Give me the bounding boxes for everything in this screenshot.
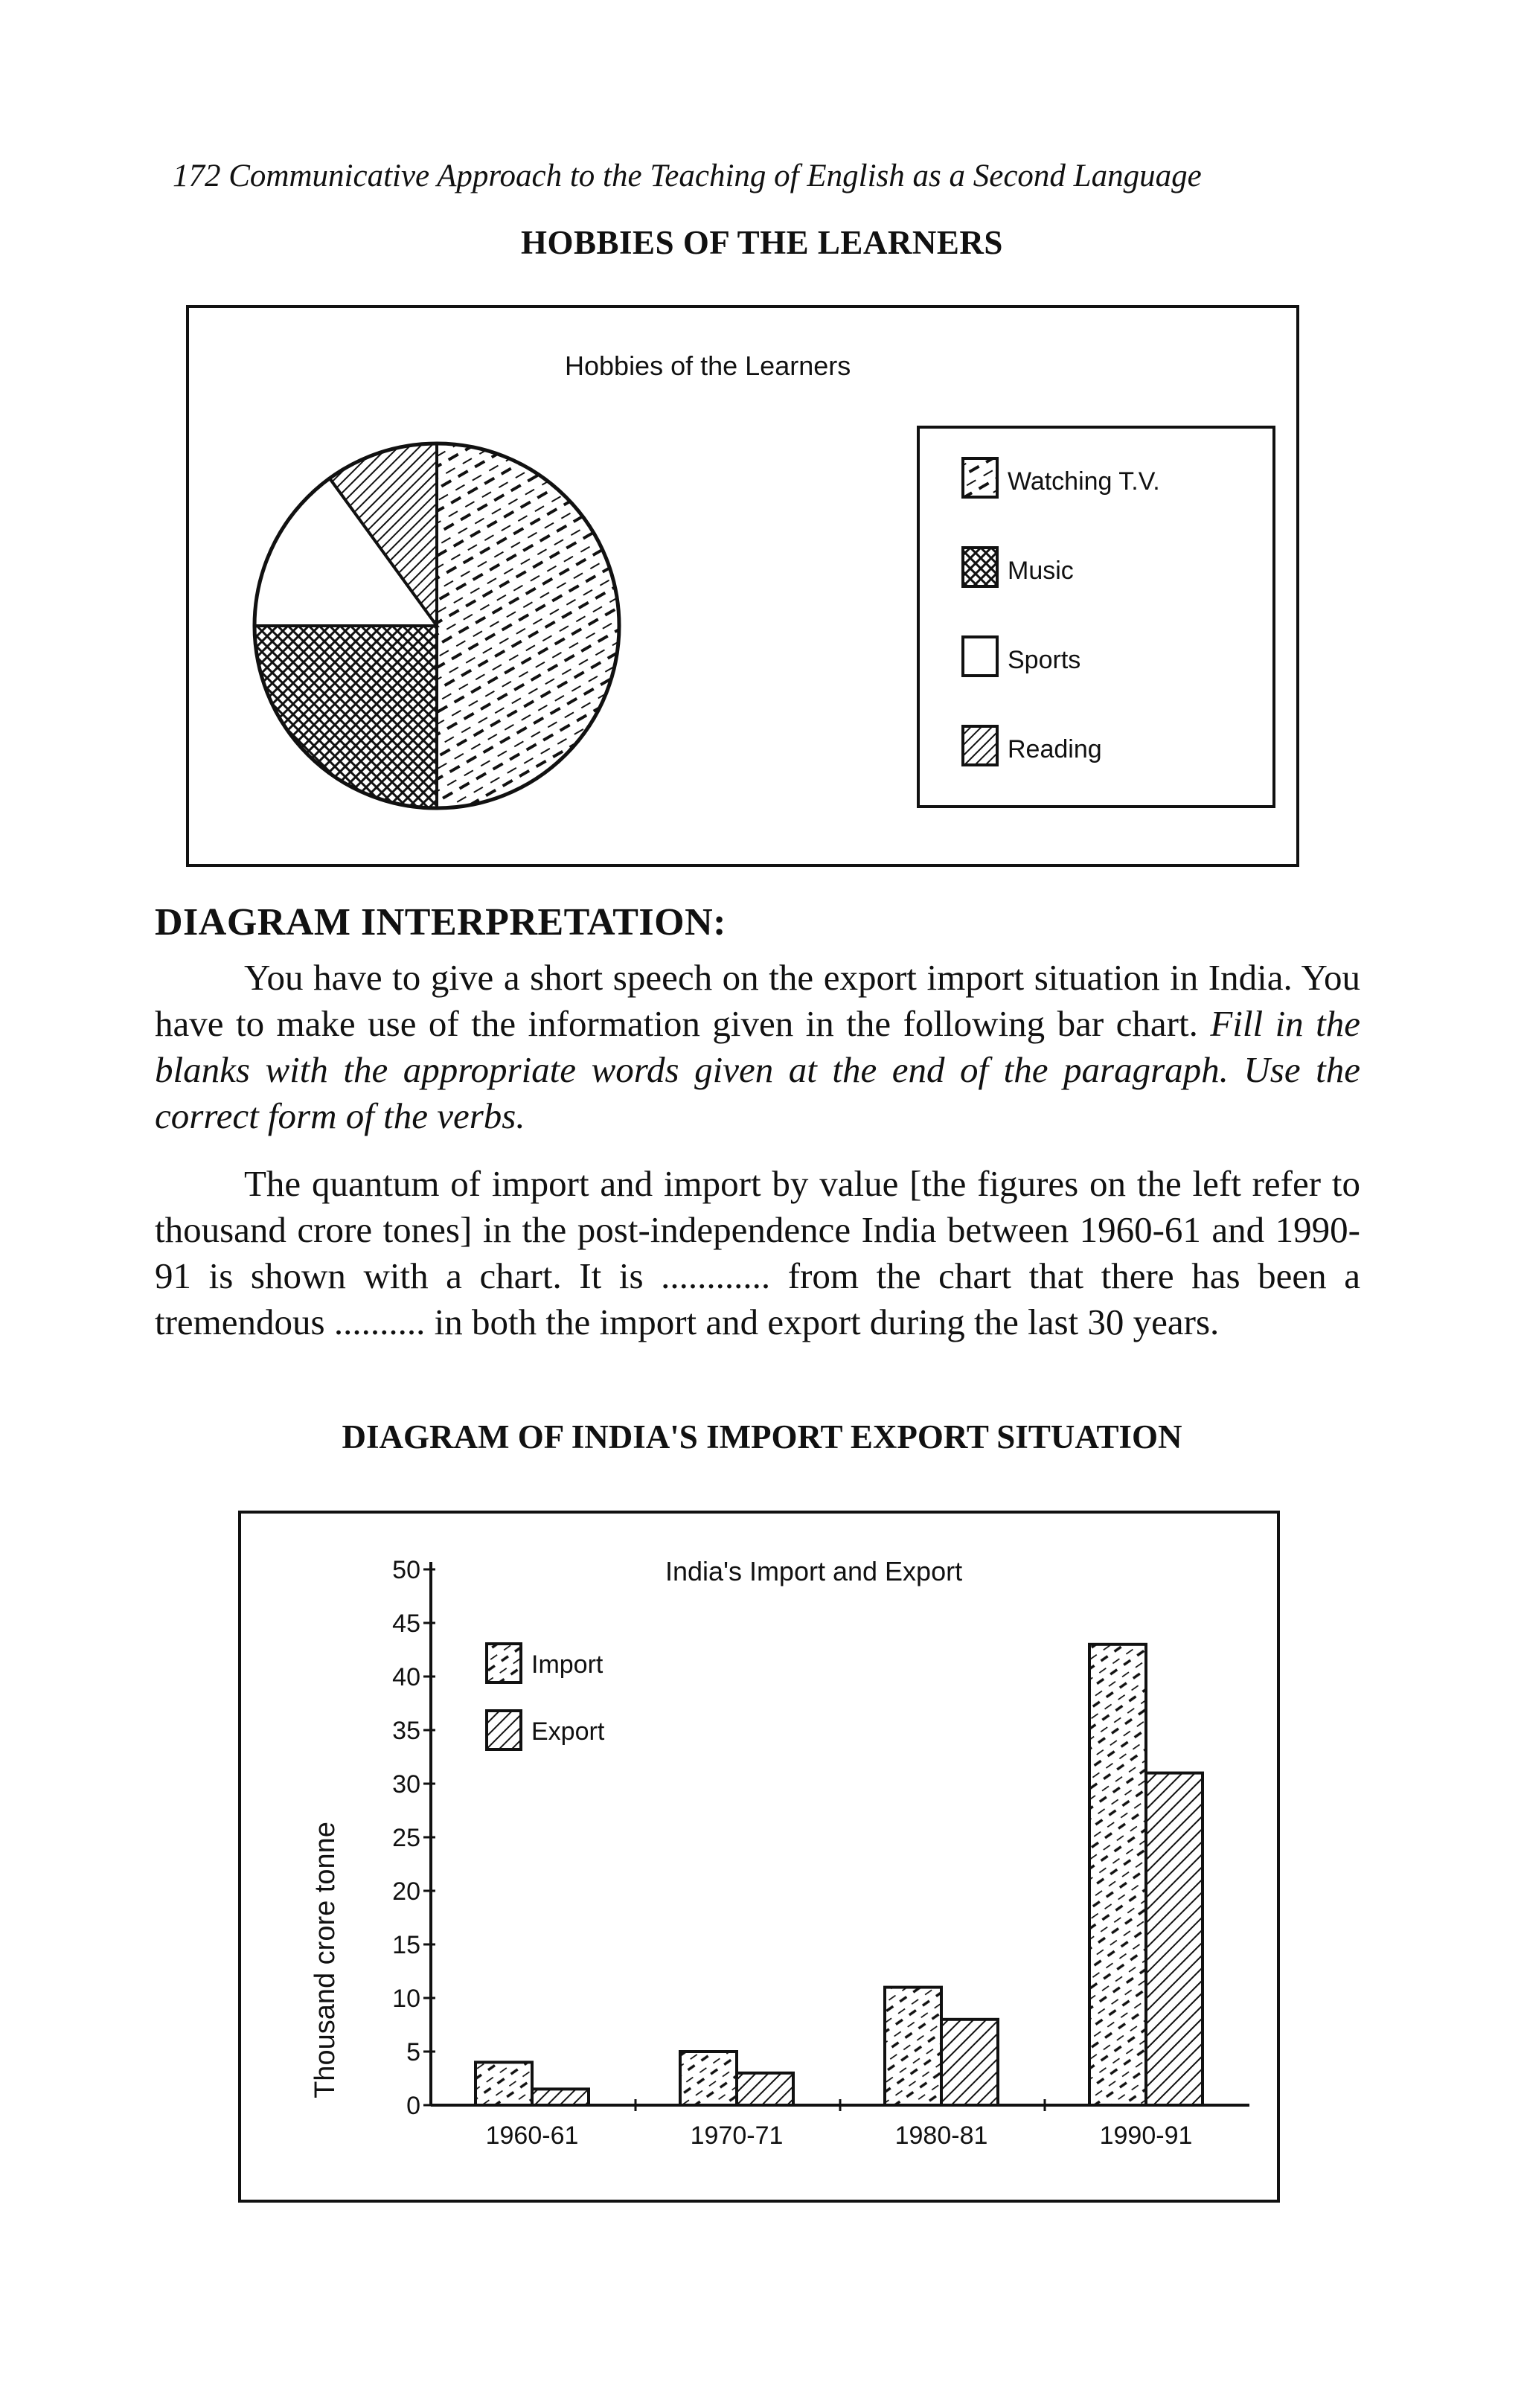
instruction-text: You have to give a short speech on the export import situation in India. You have to make use of the information given in the following bar chart. — [155, 957, 1360, 1044]
x-tick-label: 1990-91 — [1099, 2122, 1193, 2150]
exercise-text-2: from the chart that there has been a tremendous — [155, 1255, 1360, 1342]
legend-swatch-export — [487, 1711, 521, 1749]
legend-swatch — [963, 726, 997, 765]
running-head: 172 Communicative Approach to the Teaching of English as a Second Language — [173, 158, 1202, 193]
bar-export-1960-61 — [532, 2089, 589, 2105]
y-tick-label: 50 — [392, 1556, 420, 1584]
section-title: HOBBIES OF THE LEARNERS — [521, 224, 1003, 261]
bar-export-1970-71 — [737, 2073, 793, 2105]
instruction-paragraph — [155, 955, 1360, 1139]
y-tick-label: 10 — [392, 1985, 420, 2013]
bar-import-1990-91 — [1089, 1645, 1146, 2105]
bar-export-1980-81 — [941, 2020, 998, 2105]
y-tick-label: 25 — [392, 1824, 420, 1852]
x-tick-label: 1970-71 — [690, 2122, 784, 2150]
legend-label: Music — [1008, 557, 1074, 585]
bar-chart-figure — [238, 1511, 1280, 2203]
y-tick-label: 30 — [392, 1770, 420, 1799]
bar-chart-svg — [241, 1514, 1277, 2200]
legend-item-reading — [963, 726, 1102, 765]
legend-label: Sports — [1008, 646, 1081, 674]
bar-series — [476, 1645, 1203, 2105]
legend-label: Reading — [1008, 735, 1102, 763]
bar-export-1990-91 — [1146, 1773, 1203, 2105]
bar-legend — [487, 1644, 605, 1749]
instruction-italic-text: Fill in the blanks with the appropriate words given at the end of the paragraph. Use the correct form of the verbs. — [155, 1003, 1361, 1136]
legend-item-music — [963, 548, 1074, 586]
legend-label-export: Export — [531, 1717, 605, 1746]
y-tick-label: 35 — [392, 1717, 420, 1745]
legend-swatch — [963, 637, 997, 676]
pie-slice-music — [254, 626, 437, 808]
exercise-text-1: The quantum of import and import by value [the figures on the left refer to thousand crore tones] in the post-independence India between 1960-61 and 1990-91 is shown with a chart. It is — [155, 1163, 1360, 1296]
pie-chart-svg — [189, 308, 1296, 864]
x-tick-label: 1980-81 — [894, 2122, 988, 2150]
x-tick-label: 1960-61 — [485, 2122, 579, 2150]
bar-import-1960-61 — [476, 2062, 532, 2105]
pie-slice-watching-t-v — [437, 444, 619, 808]
pie-chart-figure — [186, 305, 1299, 867]
y-axis-label: Thousand crore tonne — [310, 1822, 341, 2098]
y-tick-label: 0 — [406, 2092, 420, 2120]
legend-swatch-import — [487, 1644, 521, 1682]
bar-chart-title: India's Import and Export — [665, 1556, 963, 1586]
legend-swatch — [963, 458, 997, 497]
pie-legend — [918, 427, 1274, 807]
bar-import-1970-71 — [680, 2052, 737, 2105]
exercise-paragraph — [155, 1161, 1360, 1345]
y-tick-label: 20 — [392, 1877, 420, 1906]
legend-label-import: Import — [531, 1650, 603, 1679]
pie-slices — [254, 444, 619, 808]
blank-1[interactable]: ............ — [661, 1255, 771, 1296]
y-tick-label: 5 — [406, 2038, 420, 2066]
bar-import-1980-81 — [885, 1988, 941, 2105]
pie-chart-title: Hobbies of the Learners — [565, 350, 851, 381]
legend-label: Watching T.V. — [1008, 467, 1160, 496]
y-tick-label: 15 — [392, 1931, 420, 1959]
y-tick-label: 40 — [392, 1663, 420, 1691]
exercise-text-3: in both the import and export during the last 30 years. — [434, 1301, 1220, 1342]
bar-chart-heading: DIAGRAM OF INDIA'S IMPORT EXPORT SITUATION — [342, 1418, 1182, 1456]
interpretation-heading: DIAGRAM INTERPRETATION: — [155, 901, 726, 944]
legend-item-sports — [963, 637, 1080, 676]
blank-2[interactable]: .......... — [333, 1301, 426, 1342]
legend-swatch — [963, 548, 997, 586]
y-tick-label: 45 — [392, 1610, 420, 1638]
legend-item-watching-tv — [963, 458, 1160, 497]
